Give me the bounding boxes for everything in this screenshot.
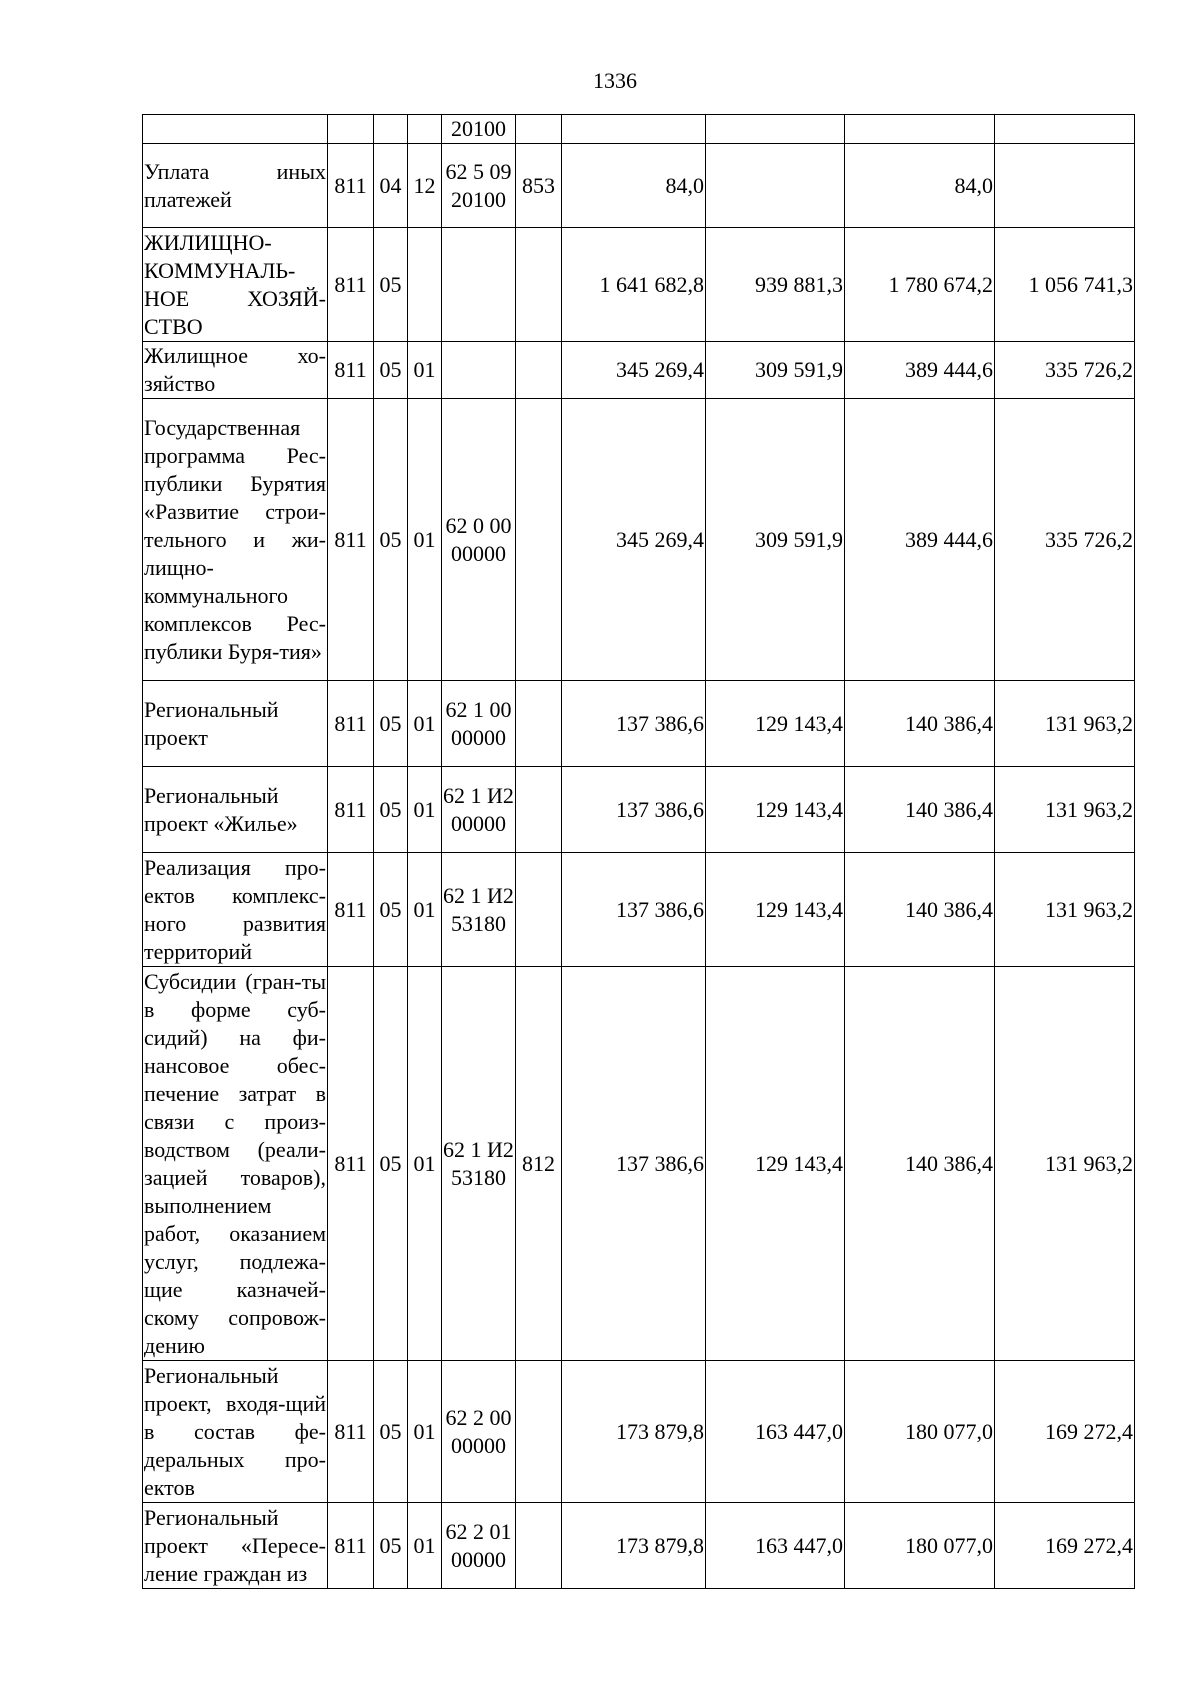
row-name: Жилищное хо-зяйство (143, 342, 328, 399)
section-code: 05 (374, 767, 408, 853)
grbs-code: 811 (328, 853, 374, 967)
amount-1: 345 269,4 (562, 399, 706, 681)
subsection-code (408, 228, 442, 342)
expense-type-code (516, 342, 562, 399)
section-code: 05 (374, 681, 408, 767)
expense-type-code (516, 1503, 562, 1589)
section-code: 04 (374, 144, 408, 228)
amount-4 (995, 115, 1135, 144)
amount-2: 939 881,3 (706, 228, 845, 342)
amount-1: 84,0 (562, 144, 706, 228)
amount-2: 129 143,4 (706, 967, 845, 1361)
grbs-code: 811 (328, 1361, 374, 1503)
target-item-code: 62 0 00 00000 (442, 399, 516, 681)
table-row (143, 115, 1135, 144)
row-name: Региональный проект «Пересе-ление граждан из (143, 1503, 328, 1589)
amount-2 (706, 144, 845, 228)
grbs-code: 811 (328, 399, 374, 681)
expense-type-code (516, 681, 562, 767)
amount-4: 131 963,2 (995, 767, 1135, 853)
grbs-code: 811 (328, 342, 374, 399)
section-code (374, 115, 408, 144)
target-item-code: 62 1 И2 53180 (442, 853, 516, 967)
row-name: Региональный проект «Жилье» (143, 767, 328, 853)
target-item-code: 20100 (442, 115, 516, 144)
target-item-code: 62 1 И2 00000 (442, 767, 516, 853)
amount-3: 140 386,4 (845, 967, 995, 1361)
amount-2: 309 591,9 (706, 342, 845, 399)
table-row (143, 853, 1135, 967)
amount-3: 84,0 (845, 144, 995, 228)
row-name: Региональный проект, входя-щий в состав фе-деральных про-ектов (143, 1361, 328, 1503)
amount-1: 173 879,8 (562, 1503, 706, 1589)
table-row (143, 342, 1135, 399)
expense-type-code (516, 115, 562, 144)
amount-4: 131 963,2 (995, 967, 1135, 1361)
table-row (143, 1503, 1135, 1589)
amount-3: 140 386,4 (845, 853, 995, 967)
section-code: 05 (374, 1361, 408, 1503)
section-code: 05 (374, 399, 408, 681)
expense-type-code (516, 399, 562, 681)
budget-table-body (143, 115, 1135, 1589)
target-item-code (442, 342, 516, 399)
row-name: Реализация про-ектов комплекс-ного развития территорий (143, 853, 328, 967)
amount-3: 140 386,4 (845, 767, 995, 853)
subsection-code: 01 (408, 681, 442, 767)
amount-3: 140 386,4 (845, 681, 995, 767)
expense-type-code (516, 228, 562, 342)
amount-3 (845, 115, 995, 144)
amount-2: 129 143,4 (706, 681, 845, 767)
section-code: 05 (374, 1503, 408, 1589)
table-row (143, 767, 1135, 853)
row-name: Региональный проект (143, 681, 328, 767)
grbs-code: 811 (328, 967, 374, 1361)
amount-3: 180 077,0 (845, 1361, 995, 1503)
expense-type-code (516, 1361, 562, 1503)
target-item-code (442, 228, 516, 342)
table-row (143, 681, 1135, 767)
amount-2: 129 143,4 (706, 767, 845, 853)
amount-1: 1 641 682,8 (562, 228, 706, 342)
target-item-code: 62 1 И2 53180 (442, 967, 516, 1361)
table-row (143, 1361, 1135, 1503)
amount-3: 389 444,6 (845, 342, 995, 399)
amount-2: 129 143,4 (706, 853, 845, 967)
subsection-code: 01 (408, 1503, 442, 1589)
amount-4: 131 963,2 (995, 853, 1135, 967)
amount-4: 131 963,2 (995, 681, 1135, 767)
section-code: 05 (374, 342, 408, 399)
amount-2: 163 447,0 (706, 1503, 845, 1589)
subsection-code: 01 (408, 399, 442, 681)
subsection-code: 01 (408, 853, 442, 967)
expense-type-code: 812 (516, 967, 562, 1361)
subsection-code: 01 (408, 767, 442, 853)
grbs-code (328, 115, 374, 144)
amount-3: 389 444,6 (845, 399, 995, 681)
row-name: Государственная программа Рес-публики Бурятия «Развитие строи-тельного и жи-лищно-коммунального комплексов Рес-публики Буря-тия» (143, 399, 328, 681)
section-code: 05 (374, 853, 408, 967)
amount-2 (706, 115, 845, 144)
amount-2: 163 447,0 (706, 1361, 845, 1503)
grbs-code: 811 (328, 144, 374, 228)
grbs-code: 811 (328, 767, 374, 853)
row-name: Субсидии (гран-ты в форме суб-сидий) на фи-нансовое обес-печение затрат в связи с произ-водством (реали-зацией товаров), выполнением работ, оказанием услуг, подлежа-щие казначей-скому сопровож-дению (143, 967, 328, 1361)
amount-4: 335 726,2 (995, 342, 1135, 399)
expense-type-code (516, 767, 562, 853)
subsection-code: 12 (408, 144, 442, 228)
amount-3: 1 780 674,2 (845, 228, 995, 342)
grbs-code: 811 (328, 228, 374, 342)
amount-4 (995, 144, 1135, 228)
amount-1: 173 879,8 (562, 1361, 706, 1503)
table-row (143, 144, 1135, 228)
subsection-code (408, 115, 442, 144)
table-row (143, 399, 1135, 681)
target-item-code: 62 5 09 20100 (442, 144, 516, 228)
expense-type-code: 853 (516, 144, 562, 228)
amount-1: 137 386,6 (562, 681, 706, 767)
grbs-code: 811 (328, 1503, 374, 1589)
amount-1: 345 269,4 (562, 342, 706, 399)
section-code: 05 (374, 228, 408, 342)
amount-2: 309 591,9 (706, 399, 845, 681)
amount-4: 1 056 741,3 (995, 228, 1135, 342)
table-row (143, 228, 1135, 342)
row-name (143, 115, 328, 144)
budget-table (142, 114, 1135, 1589)
grbs-code: 811 (328, 681, 374, 767)
amount-4: 335 726,2 (995, 399, 1135, 681)
amount-1: 137 386,6 (562, 767, 706, 853)
subsection-code: 01 (408, 342, 442, 399)
row-name: Уплата иных платежей (143, 144, 328, 228)
amount-4: 169 272,4 (995, 1361, 1135, 1503)
row-name: ЖИЛИЩНО-КОММУНАЛЬ-НОЕ ХОЗЯЙ-СТВО (143, 228, 328, 342)
amount-1 (562, 115, 706, 144)
target-item-code: 62 2 00 00000 (442, 1361, 516, 1503)
amount-1: 137 386,6 (562, 967, 706, 1361)
target-item-code: 62 1 00 00000 (442, 681, 516, 767)
table-row (143, 967, 1135, 1361)
subsection-code: 01 (408, 967, 442, 1361)
section-code: 05 (374, 967, 408, 1361)
amount-3: 180 077,0 (845, 1503, 995, 1589)
target-item-code: 62 2 01 00000 (442, 1503, 516, 1589)
amount-1: 137 386,6 (562, 853, 706, 967)
amount-4: 169 272,4 (995, 1503, 1135, 1589)
page-number: 1336 (593, 68, 637, 93)
expense-type-code (516, 853, 562, 967)
subsection-code: 01 (408, 1361, 442, 1503)
